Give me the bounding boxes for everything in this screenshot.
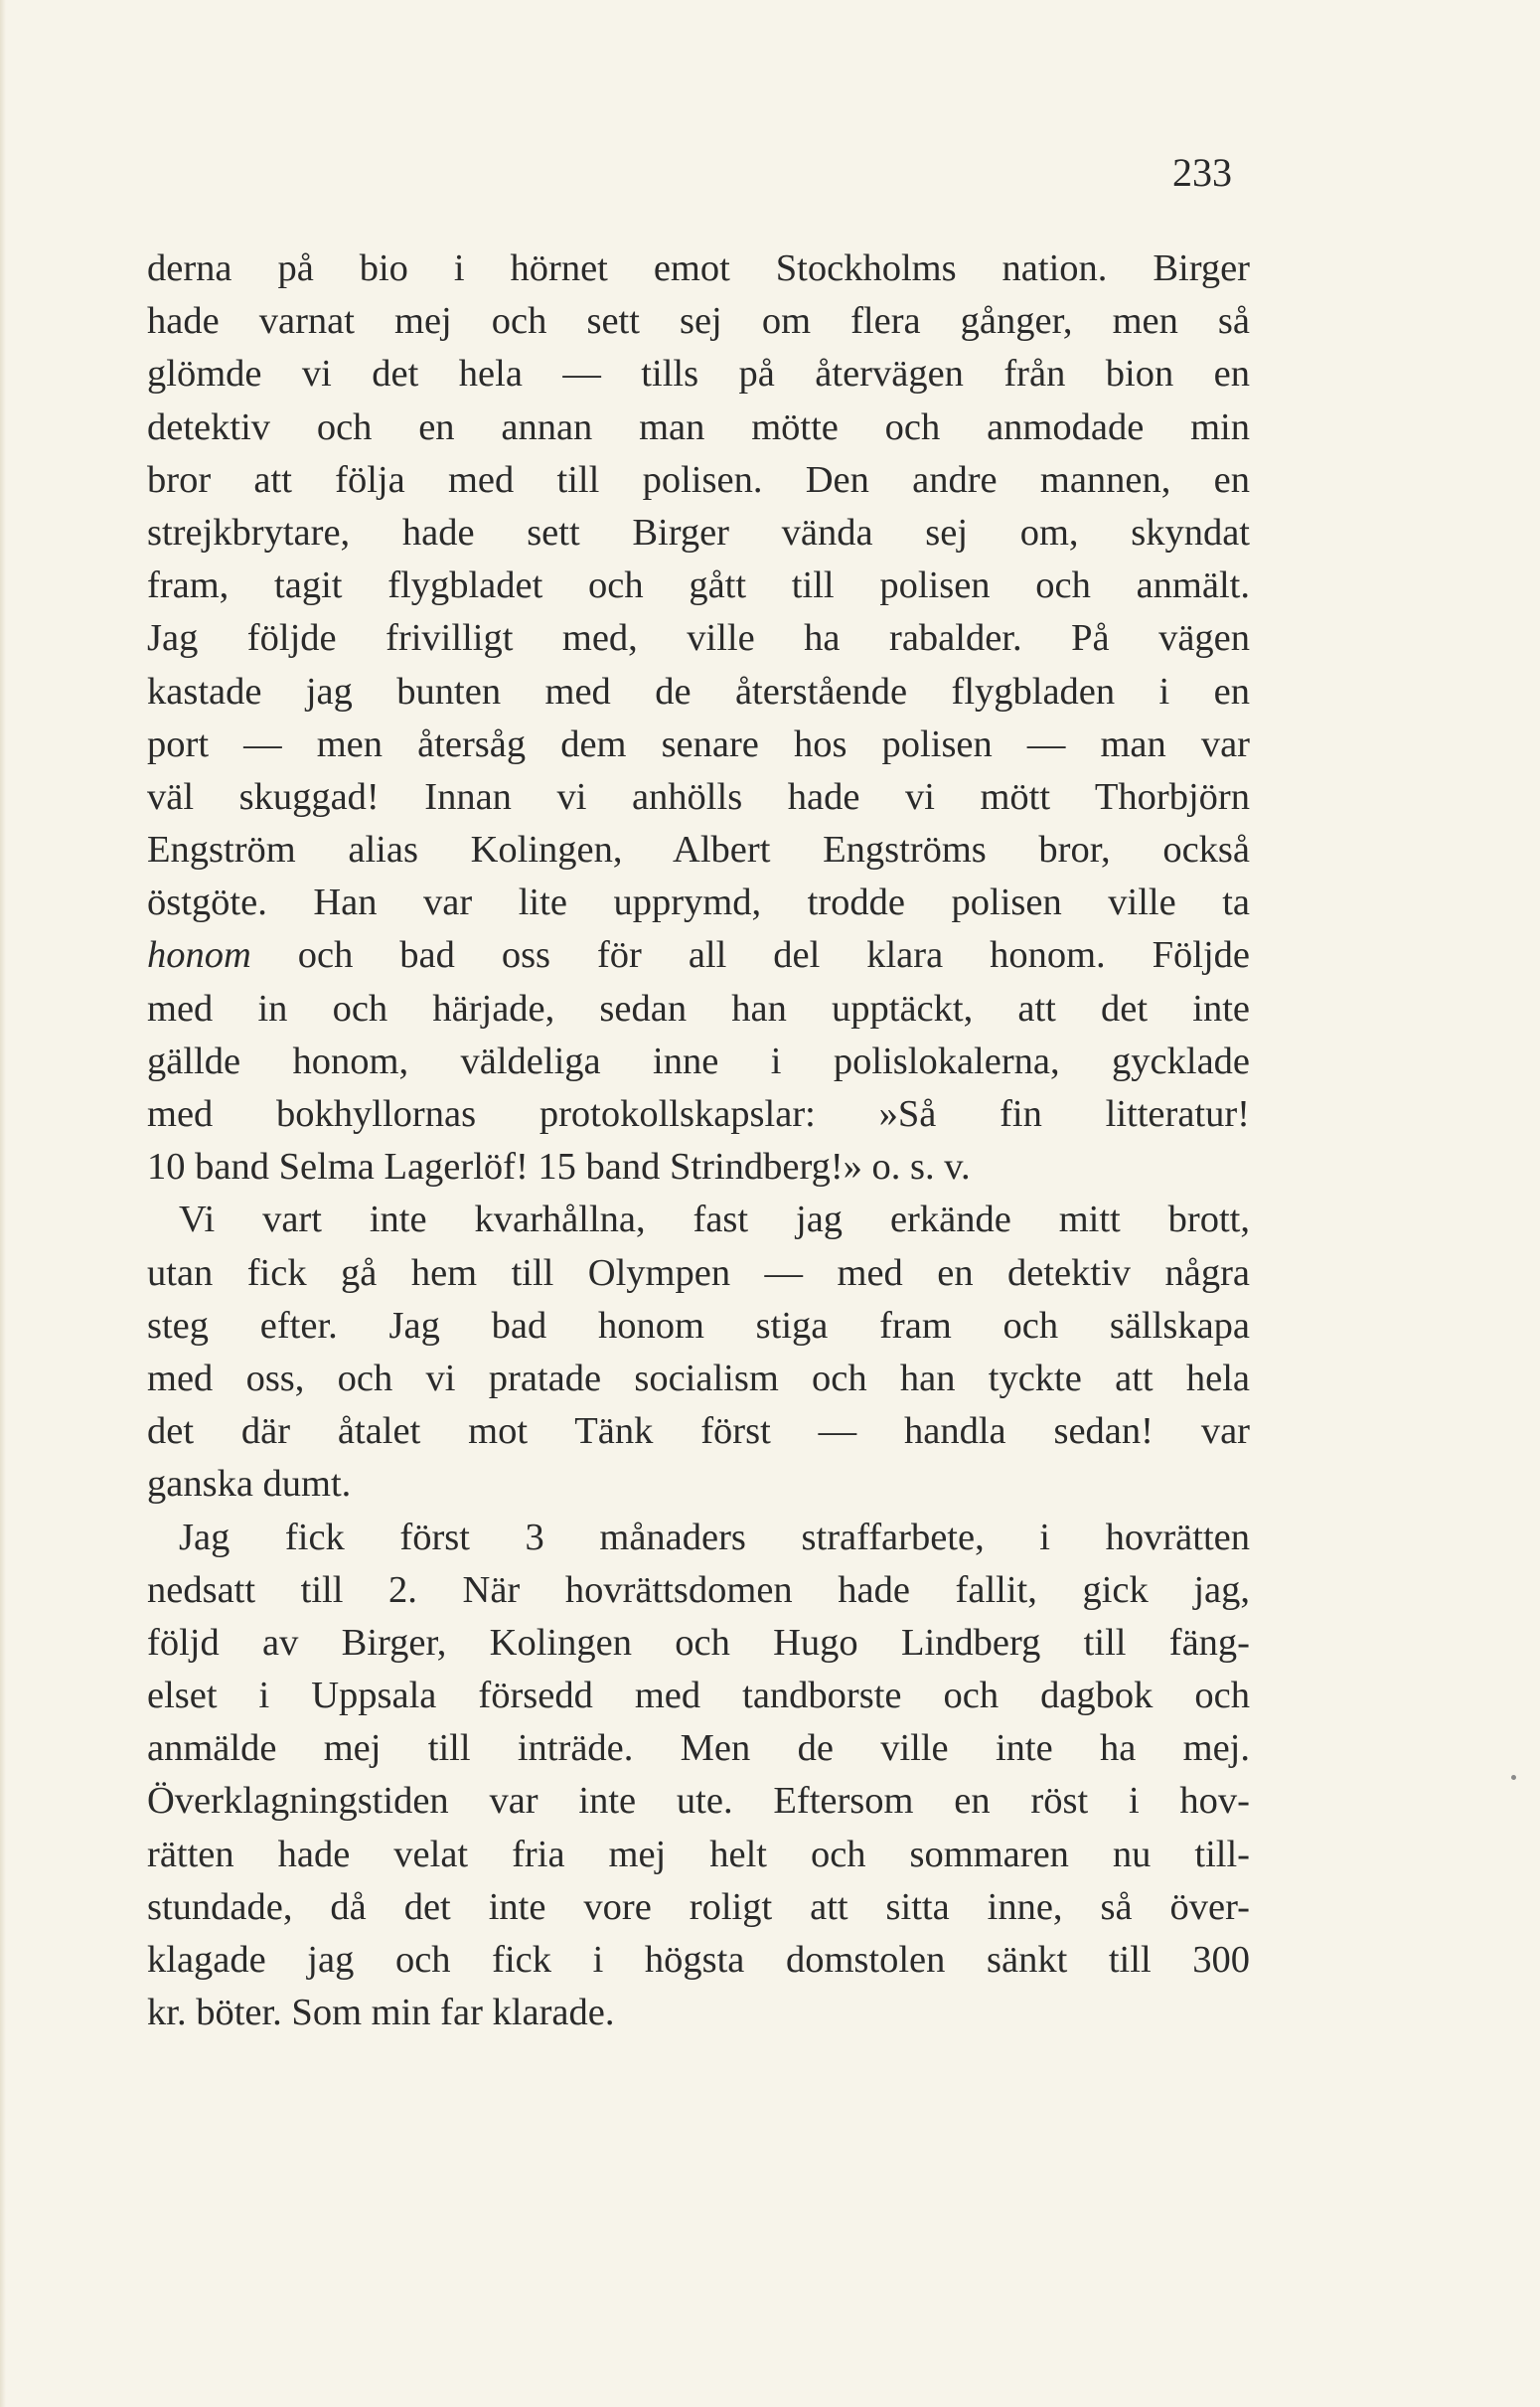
text-line: klagade jag och fick i högsta domstolen sänkt till 300 xyxy=(147,1939,1250,1981)
italic-word: honom xyxy=(147,934,251,977)
text-line: 10 band Selma Lagerlöf! 15 band Strindberg!» o. s. v. xyxy=(147,1146,971,1189)
text-line-rest: och bad oss för all del klara honom. Följde xyxy=(297,934,1251,977)
text-line-with-italic xyxy=(147,929,1250,982)
print-speck xyxy=(1511,1775,1516,1780)
text-line: anmälde mej till inträde. Men de ville inte ha mej. xyxy=(147,1727,1250,1770)
text-line: strejkbrytare, hade sett Birger vända sej om, skyndat xyxy=(147,511,1250,554)
text-line: gällde honom, väldeliga inne i polislokalerna, gycklade xyxy=(147,1040,1250,1082)
text-line: rätten hade velat fria mej helt och sommaren nu till- xyxy=(147,1833,1250,1875)
text-line: med oss, och vi pratade socialism och han tyckte att hela xyxy=(147,1357,1250,1399)
text-line: Överklagningstiden var inte ute. Eftersom en röst i hov- xyxy=(147,1780,1250,1823)
text-line: det där åtalet mot Tänk först — handla sedan! var xyxy=(147,1410,1250,1453)
text-line: hade varnat mej och sett sej om flera gånger, men så xyxy=(147,300,1250,343)
page-edge-shadow xyxy=(0,0,6,2407)
text-line: med bokhyllornas protokollskapslar: »Så fin litteratur! xyxy=(147,1093,1250,1135)
text-line: detektiv och en annan man mötte och anmodade min xyxy=(147,405,1250,448)
text-line: stundade, då det inte vore roligt att sitta inne, så över- xyxy=(147,1885,1250,1928)
text-line: Jag följde frivilligt med, ville ha rabalder. På vägen xyxy=(147,617,1250,660)
text-line: utan fick gå hem till Olympen — med en detektiv några xyxy=(147,1251,1250,1294)
paragraph-first-line: Vi vart inte kvarhållna, fast jag erkände mitt brott, xyxy=(179,1199,1250,1241)
text-line: derna på bio i hörnet emot Stockholms nation. Birger xyxy=(147,247,1250,289)
text-line: kastade jag bunten med de återstående flygbladen i en xyxy=(147,670,1250,713)
text-line: följd av Birger, Kolingen och Hugo Lindberg till fäng- xyxy=(147,1621,1250,1664)
text-line: fram, tagit flygbladet och gått till polisen och anmält. xyxy=(147,564,1250,607)
paragraph-first-line: Jag fick först 3 månaders straffarbete, i hovrätten xyxy=(179,1516,1250,1558)
body-text xyxy=(147,242,1250,2039)
text-line: östgöte. Han var lite upprymd, trodde polisen ville ta xyxy=(147,882,1250,924)
text-line: kr. böter. Som min far klarade. xyxy=(147,1992,615,2034)
text-line: port — men återsåg dem senare hos polisen — man var xyxy=(147,722,1250,765)
text-line: Engström alias Kolingen, Albert Engströms bror, också xyxy=(147,829,1250,872)
text-line: nedsatt till 2. När hovrättsdomen hade fallit, gick jag, xyxy=(147,1568,1250,1611)
text-line: elset i Uppsala försedd med tandborste och dagbok och xyxy=(147,1675,1250,1717)
page-number: 233 xyxy=(1172,150,1232,195)
text-line: bror att följa med till polisen. Den andre mannen, en xyxy=(147,458,1250,501)
text-line: ganska dumt. xyxy=(147,1463,352,1506)
text-line: väl skuggad! Innan vi anhölls hade vi mött Thorbjörn xyxy=(147,775,1250,818)
text-line: glömde vi det hela — tills på återvägen från bion en xyxy=(147,353,1250,396)
text-line: steg efter. Jag bad honom stiga fram och sällskapa xyxy=(147,1304,1250,1347)
text-line: med in och härjade, sedan han upptäckt, att det inte xyxy=(147,987,1250,1030)
